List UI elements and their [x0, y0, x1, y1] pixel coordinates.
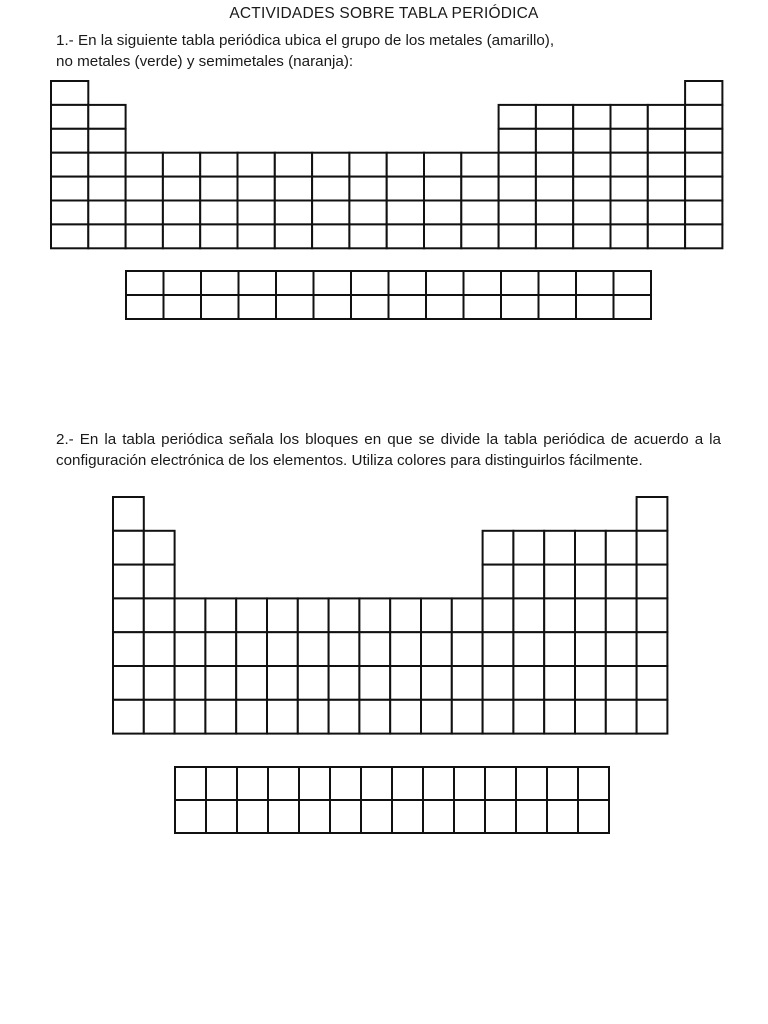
table-1-cell[interactable] [163, 153, 200, 177]
table-1-f-block-cell[interactable] [276, 271, 314, 295]
table-2-cell[interactable] [637, 565, 668, 599]
table-2-cell[interactable] [205, 666, 236, 700]
table-2-cell[interactable] [113, 531, 144, 565]
table-1-cell[interactable] [238, 224, 275, 248]
table-2-cell[interactable] [544, 565, 575, 599]
table-1-cell[interactable] [685, 177, 722, 201]
table-2-cell[interactable] [483, 632, 514, 666]
table-1-cell[interactable] [424, 153, 461, 177]
table-1-cell[interactable] [611, 224, 648, 248]
table-2-f-block-cell[interactable] [361, 767, 392, 800]
table-1-cell[interactable] [424, 177, 461, 201]
table-1-cell[interactable] [648, 105, 685, 129]
table-1-cell[interactable] [461, 224, 498, 248]
table-1-cell[interactable] [573, 201, 610, 225]
table-2-cell[interactable] [421, 666, 452, 700]
table-2-cell[interactable] [575, 565, 606, 599]
table-1-f-block-cell[interactable] [201, 295, 239, 319]
table-1-f-block-cell[interactable] [351, 295, 389, 319]
table-1-cell[interactable] [275, 224, 312, 248]
table-2-cell[interactable] [267, 632, 298, 666]
table-1-cell[interactable] [126, 224, 163, 248]
table-1-f-block-cell[interactable] [314, 271, 352, 295]
table-2-cell[interactable] [575, 598, 606, 632]
table-1-cell[interactable] [499, 224, 536, 248]
table-2-cell[interactable] [298, 598, 329, 632]
table-2-cell[interactable] [637, 632, 668, 666]
table-1-cell[interactable] [88, 177, 125, 201]
table-1-f-block-cell[interactable] [351, 271, 389, 295]
table-1-cell[interactable] [536, 201, 573, 225]
table-1-cell[interactable] [685, 129, 722, 153]
table-2-f-block-cell[interactable] [547, 767, 578, 800]
table-2-cell[interactable] [329, 632, 360, 666]
table-2-f-block-cell[interactable] [392, 767, 423, 800]
worksheet-title: ACTIVIDADES SOBRE TABLA PERIÓDICA [229, 5, 539, 22]
table-2-cell[interactable] [483, 531, 514, 565]
table-1-f-block-cell[interactable] [389, 271, 427, 295]
table-1-cell[interactable] [88, 129, 125, 153]
table-2-f-block-cell[interactable] [237, 800, 268, 833]
table-1-cell[interactable] [387, 201, 424, 225]
table-1-f-block-cell[interactable] [126, 295, 164, 319]
table-2-cell[interactable] [513, 531, 544, 565]
table-2-cell[interactable] [113, 700, 144, 734]
table-1-f-block-cell[interactable] [426, 271, 464, 295]
table-2-cell[interactable] [606, 632, 637, 666]
table-1-cell[interactable] [163, 201, 200, 225]
table-1-cell[interactable] [424, 224, 461, 248]
table-1-f-block-cell[interactable] [501, 295, 539, 319]
table-2-f-block-cell[interactable] [516, 800, 547, 833]
table-1-cell[interactable] [387, 153, 424, 177]
table-2-f-block-cell[interactable] [516, 767, 547, 800]
table-1-cell[interactable] [126, 153, 163, 177]
table-1-f-block-cell[interactable] [464, 271, 502, 295]
table-2-cell[interactable] [205, 700, 236, 734]
table-1-cell[interactable] [238, 153, 275, 177]
table-2-cell[interactable] [575, 666, 606, 700]
table-1-cell[interactable] [51, 105, 88, 129]
table-2-f-block-cell[interactable] [485, 800, 516, 833]
table-1-cell[interactable] [573, 105, 610, 129]
table-1-cell[interactable] [51, 201, 88, 225]
table-2-cell[interactable] [483, 666, 514, 700]
question-1-line-1: 1.- En la siguiente tabla periódica ubica el grupo de los metales (amarillo), [56, 32, 555, 49]
table-1-f-block-cell[interactable] [389, 295, 427, 319]
table-1-cell[interactable] [648, 129, 685, 153]
table-1-f-block-cell[interactable] [164, 271, 202, 295]
table-1-cell[interactable] [275, 177, 312, 201]
table-1-cell[interactable] [387, 177, 424, 201]
table-1-cell[interactable] [536, 105, 573, 129]
table-2-f-block-cell[interactable] [175, 800, 206, 833]
table-1-cell[interactable] [611, 105, 648, 129]
table-2-cell[interactable] [637, 700, 668, 734]
table-2-cell[interactable] [606, 700, 637, 734]
table-1-cell[interactable] [573, 129, 610, 153]
table-1-f-block-cell[interactable] [126, 271, 164, 295]
table-2-f-block-cell[interactable] [547, 800, 578, 833]
table-2-cell[interactable] [606, 666, 637, 700]
table-1-cell[interactable] [238, 201, 275, 225]
table-1-f-block-cell[interactable] [201, 271, 239, 295]
table-1-f-block-cell[interactable] [539, 295, 577, 319]
table-2-cell[interactable] [513, 700, 544, 734]
table-2-f-block-cell[interactable] [423, 800, 454, 833]
table-2-cell[interactable] [575, 632, 606, 666]
table-1-cell[interactable] [685, 201, 722, 225]
table-1-f-block-cell[interactable] [614, 271, 652, 295]
table-2-cell[interactable] [575, 700, 606, 734]
table-2-cell[interactable] [637, 531, 668, 565]
question-1-line-2: no metales (verde) y semimetales (naranja): [56, 53, 354, 70]
table-2-cell[interactable] [113, 666, 144, 700]
periodic-table-2-main [113, 497, 667, 734]
table-1-cell[interactable] [536, 153, 573, 177]
table-1-cell[interactable] [88, 105, 125, 129]
table-2-cell[interactable] [390, 700, 421, 734]
table-2-cell[interactable] [513, 565, 544, 599]
table-2-cell[interactable] [452, 598, 483, 632]
table-2-cell[interactable] [421, 632, 452, 666]
table-2-cell[interactable] [390, 598, 421, 632]
table-1-f-block-cell[interactable] [426, 295, 464, 319]
table-1-f-block-cell[interactable] [576, 271, 614, 295]
table-1-cell[interactable] [536, 224, 573, 248]
table-2-cell[interactable] [144, 531, 175, 565]
table-1-f-block-cell[interactable] [614, 295, 652, 319]
table-2-cell[interactable] [205, 598, 236, 632]
table-2-cell[interactable] [637, 598, 668, 632]
table-2-f-block-cell[interactable] [206, 767, 237, 800]
table-2-cell[interactable] [390, 666, 421, 700]
table-2-cell[interactable] [483, 565, 514, 599]
table-1-cell[interactable] [499, 129, 536, 153]
table-1-cell[interactable] [51, 81, 88, 105]
table-1-cell[interactable] [611, 201, 648, 225]
table-2-cell[interactable] [267, 666, 298, 700]
table-1-cell[interactable] [200, 177, 237, 201]
table-1-cell[interactable] [163, 224, 200, 248]
table-1-f-block-cell[interactable] [239, 271, 277, 295]
table-2-f-block-cell[interactable] [330, 767, 361, 800]
table-1-f-block-cell[interactable] [539, 271, 577, 295]
table-1-cell[interactable] [349, 224, 386, 248]
table-2-cell[interactable] [606, 598, 637, 632]
table-2-cell[interactable] [544, 598, 575, 632]
table-1-cell[interactable] [200, 153, 237, 177]
table-2-f-block-cell[interactable] [578, 767, 609, 800]
table-2-cell[interactable] [421, 598, 452, 632]
table-1-cell[interactable] [275, 153, 312, 177]
table-1-cell[interactable] [126, 177, 163, 201]
table-1-cell[interactable] [573, 177, 610, 201]
table-1-cell[interactable] [51, 177, 88, 201]
table-1-cell[interactable] [312, 153, 349, 177]
table-1-f-block-cell[interactable] [276, 295, 314, 319]
table-1-cell[interactable] [685, 153, 722, 177]
table-1-cell[interactable] [536, 129, 573, 153]
table-1-cell[interactable] [424, 201, 461, 225]
table-2-cell[interactable] [175, 598, 206, 632]
table-1-cell[interactable] [163, 177, 200, 201]
table-2-cell[interactable] [236, 632, 267, 666]
table-2-cell[interactable] [144, 666, 175, 700]
table-2-f-block-cell[interactable] [237, 767, 268, 800]
table-1-f-block-cell[interactable] [501, 271, 539, 295]
table-1-cell[interactable] [461, 177, 498, 201]
table-2-cell[interactable] [637, 497, 668, 531]
table-1-cell[interactable] [312, 224, 349, 248]
table-1-cell[interactable] [387, 224, 424, 248]
table-1-cell[interactable] [312, 177, 349, 201]
periodic-table-1-main [51, 81, 722, 248]
table-2-cell[interactable] [144, 632, 175, 666]
table-2-cell[interactable] [113, 598, 144, 632]
table-1-cell[interactable] [349, 177, 386, 201]
table-2-f-block-cell[interactable] [485, 767, 516, 800]
table-1-cell[interactable] [648, 153, 685, 177]
table-2-cell[interactable] [329, 666, 360, 700]
table-2-cell[interactable] [421, 700, 452, 734]
table-1-cell[interactable] [536, 177, 573, 201]
table-2-cell[interactable] [267, 598, 298, 632]
table-1-cell[interactable] [275, 201, 312, 225]
table-2-f-block-cell[interactable] [299, 800, 330, 833]
table-1-cell[interactable] [685, 224, 722, 248]
table-2-cell[interactable] [359, 598, 390, 632]
table-2-f-block-cell[interactable] [578, 800, 609, 833]
table-1-cell[interactable] [499, 153, 536, 177]
table-2-cell[interactable] [359, 632, 390, 666]
table-2-cell[interactable] [359, 666, 390, 700]
table-2-cell[interactable] [175, 632, 206, 666]
table-1-cell[interactable] [51, 129, 88, 153]
table-2-cell[interactable] [606, 531, 637, 565]
table-1-cell[interactable] [312, 201, 349, 225]
table-2-cell[interactable] [236, 700, 267, 734]
table-1-cell[interactable] [88, 201, 125, 225]
table-2-cell[interactable] [544, 700, 575, 734]
table-2-cell[interactable] [113, 497, 144, 531]
table-2-cell[interactable] [452, 632, 483, 666]
table-1-cell[interactable] [126, 201, 163, 225]
table-2-cell[interactable] [113, 565, 144, 599]
table-1-cell[interactable] [51, 153, 88, 177]
table-2-cell[interactable] [175, 666, 206, 700]
table-1-f-block-cell[interactable] [239, 295, 277, 319]
table-2-cell[interactable] [144, 598, 175, 632]
table-1-cell[interactable] [238, 177, 275, 201]
table-1-cell[interactable] [499, 177, 536, 201]
table-2-f-block-cell[interactable] [330, 800, 361, 833]
table-2-cell[interactable] [175, 700, 206, 734]
table-2-cell[interactable] [483, 598, 514, 632]
table-1-f-block-cell[interactable] [576, 295, 614, 319]
table-2-cell[interactable] [544, 531, 575, 565]
table-2-cell[interactable] [298, 632, 329, 666]
table-1-cell[interactable] [499, 105, 536, 129]
periodic-table-2-f-block [175, 767, 609, 833]
table-2-cell[interactable] [298, 666, 329, 700]
table-2-cell[interactable] [390, 632, 421, 666]
table-2-f-block-cell[interactable] [268, 767, 299, 800]
table-1-cell[interactable] [461, 153, 498, 177]
table-1-cell[interactable] [648, 224, 685, 248]
table-1-cell[interactable] [88, 153, 125, 177]
table-1-cell[interactable] [200, 224, 237, 248]
table-2-cell[interactable] [267, 700, 298, 734]
table-2-f-block-cell[interactable] [268, 800, 299, 833]
table-2-cell[interactable] [544, 666, 575, 700]
table-2-cell[interactable] [637, 666, 668, 700]
table-1-cell[interactable] [200, 201, 237, 225]
question-2: 2.- En la tabla periódica señala los bloques en que se divide la tabla periódica de acuerdo a la configuración electrónica de los elementos. Utiliza colores para distinguirlos fácilmente. [56, 431, 721, 469]
table-2-cell[interactable] [236, 666, 267, 700]
table-1-cell[interactable] [611, 177, 648, 201]
table-2-cell[interactable] [236, 598, 267, 632]
table-2-cell[interactable] [513, 632, 544, 666]
table-1-cell[interactable] [349, 153, 386, 177]
table-2-f-block-cell[interactable] [175, 767, 206, 800]
table-1-cell[interactable] [611, 153, 648, 177]
table-2-cell[interactable] [483, 700, 514, 734]
table-1-cell[interactable] [573, 224, 610, 248]
table-2-cell[interactable] [329, 598, 360, 632]
table-1-cell[interactable] [648, 201, 685, 225]
table-2-f-block-cell[interactable] [206, 800, 237, 833]
table-2-cell[interactable] [144, 700, 175, 734]
table-2-cell[interactable] [513, 598, 544, 632]
table-2-cell[interactable] [205, 632, 236, 666]
table-2-cell[interactable] [513, 666, 544, 700]
table-1-cell[interactable] [88, 224, 125, 248]
table-1-cell[interactable] [461, 201, 498, 225]
table-1-cell[interactable] [499, 201, 536, 225]
table-2-cell[interactable] [606, 565, 637, 599]
table-1-f-block-cell[interactable] [464, 295, 502, 319]
table-1-cell[interactable] [349, 201, 386, 225]
table-2-cell[interactable] [298, 700, 329, 734]
table-2-f-block-cell[interactable] [361, 800, 392, 833]
periodic-table-1-f-block [126, 271, 651, 319]
table-2-f-block-cell[interactable] [392, 800, 423, 833]
table-2-cell[interactable] [329, 700, 360, 734]
table-2-f-block-cell[interactable] [454, 767, 485, 800]
table-1-f-block-cell[interactable] [164, 295, 202, 319]
table-2-cell[interactable] [359, 700, 390, 734]
table-2-f-block-cell[interactable] [299, 767, 330, 800]
table-1-cell[interactable] [648, 177, 685, 201]
table-2-cell[interactable] [575, 531, 606, 565]
table-1-f-block-cell[interactable] [314, 295, 352, 319]
table-2-cell[interactable] [144, 565, 175, 599]
table-2-f-block-cell[interactable] [454, 800, 485, 833]
table-2-f-block-cell[interactable] [423, 767, 454, 800]
table-1-cell[interactable] [51, 224, 88, 248]
table-1-cell[interactable] [685, 105, 722, 129]
table-1-cell[interactable] [611, 129, 648, 153]
table-2-cell[interactable] [452, 666, 483, 700]
table-2-cell[interactable] [544, 632, 575, 666]
table-2-cell[interactable] [113, 632, 144, 666]
table-1-cell[interactable] [685, 81, 722, 105]
table-1-cell[interactable] [573, 153, 610, 177]
table-2-cell[interactable] [452, 700, 483, 734]
